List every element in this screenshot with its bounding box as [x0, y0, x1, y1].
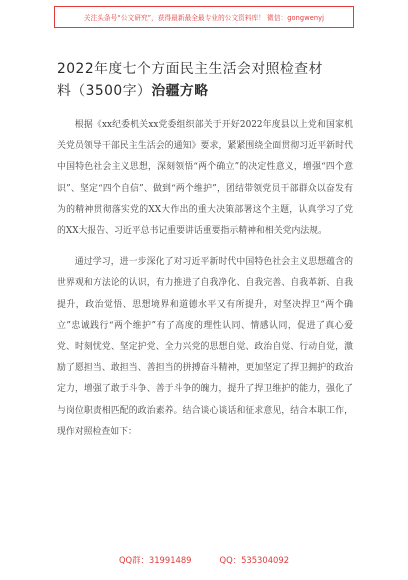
footer-qq: QQ：535304092 [219, 555, 290, 565]
footer-contacts [0, 554, 408, 566]
title-line-1: 2022年度七个方面民主生活会对照检查材 [57, 61, 323, 77]
footer-qq-group: QQ群：31991489 [118, 555, 192, 565]
body-paragraph-2: 通过学习，进一步深化了对习近平新时代中国特色社会主义思想蕴含的世界观和方法论的认识，有力推进了自我净化、自我完善、自我革新、自我提升，政治觉悟、思想境界和道德水平又有所提升，对坚决捍卫“两个确立”忠诚践行“两个维护”有了高度的理性认同、情感认同，促进了真心爱党、时刻忧党、坚定护党、全力兴党的思想自觉、政治自觉、行动自觉，激励了愿担当、敢担当、善担当的拼搏奋斗精神，更加坚定了捍卫拥护的政治定力，增强了敢于斗争、善于斗争的魄力，提升了捍卫维护的能力，强化了与岗位职责相匹配的政治素养。结合谈心谈话和征求意见，结合本职工作，现作对照检查如下： [57, 257, 353, 437]
title-line-2 [57, 80, 357, 102]
title-line-2-prefix: 料（3500字） [57, 83, 152, 99]
promo-banner [54, 6, 354, 28]
body-paragraph-1: 根据《xx纪委机关xx党委组织部关于开好2022年度县以上党和国家机关党员领导干部民主生活会的通知》要求，紧紧围绕全面贯彻习近平新时代中国特色社会主义思想，深刻领悟“两个确立”的决定性意义，增强“四个意识”、坚定“四个自信”、做到“两个维护”，团结带领党员干部群众以奋发有为的精神贯彻落实党的XX大作出的重大决策部署这个主题，认真学习了党的XX大报告、习近平总书记重要讲话重要指示精神和相关党内法规。 [57, 120, 353, 237]
promo-banner-text: 关注头条号“公文研究”，获得最新最全最专业的公文资料库！ 微信：gongwenyj [83, 14, 325, 22]
title-line-2-bold: 治疆方略 [151, 83, 209, 99]
document-body [57, 115, 353, 443]
document-title [57, 58, 357, 102]
